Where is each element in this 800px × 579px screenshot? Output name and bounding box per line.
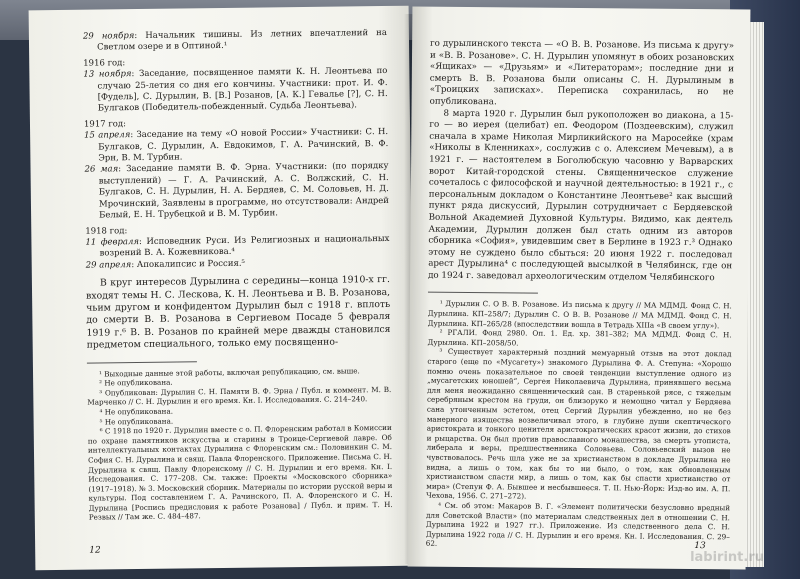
right-paragraph-continuation: го дурылинского текста — «О В. В. Розанове. Из письма к другу» и «В. В. Розанове». С. Н. Дурылин упомянут в обоих розановских «Ящиках» — «Друзьям» и «Литераторам»; последние дни и смерть В. В. Розанова были описаны С. Н. Дурылиным в «Троицких записках». Переписка сохранилась, но не опубликована. [429, 38, 735, 108]
watermark: labirint.ru [690, 550, 764, 565]
footnote: ⁶ С 1918 по 1920 г. Дурылин вместе с о. П. Флоренским работал в Комиссии по охране памятников искусства и старины в Троице-Сергиевой лавре. Об интеллектуальных контактах Дурылина с Флоренским см.: Половинкин С. М. София С. Н. Дурылина и свящ. Павла Флоренского. Приложение. Письма С. Н. Дурылина к свящ. Павлу Флоренскому // С. Н. Дурылин и его время. Кн. I. Исследования. С. 177–208. См. также: Проекты «Московского сборника» (1917–1918). № 3. Московский сборник. Материалы по истории русской веры и культуры. Под составлением Г. А. Рачинского, П. А. Флоренского и С. Н. Дурылина [Роспись предисловия к работе Розанова] / Публ. и прим. Т. Н. Резвых // Там же. С. 484–487. [87, 423, 393, 523]
footnote: ³ Существует характерный поздний мемуарный отзыв на этот доклад старого (еще по «Мусагету») знакомого Дурылина Ф. А. Степуна: «Хорошо помню очень показательное по своей тенденции выступление одного из „мусагетских юношей“, Сергея Николаевича Дурылина, принявшего весьма для меня неожиданно священнический сан. В старенькой рясе, с тяжелым серебряным крестом на груди, он близоруко и немощно читал у Бердяева сана утонченным эстетом, отец Сергий Дурылин убежденно, но не без манерного изящества возвеличивал этого, в глубине души скептического аристократа и тонкого ценителя аристократических красот жизни, до стихов и рыцарства. Он был против православного монашества, за смерть утописта, либерала и веры, предшественника Соловьева. Соловьевский вызов не чувствовалось. Речь шла уже не за христианством в докладе Дурылина не видна, а лишь о том, как бы то ни было, о том, как обновленным христианством спасти мир, а лишь о том, как бы спасти христианство от мира» (Степун Ф. А. Бывшее и несбывшееся. Т. II. Нью-Йорк: Изд-во им. А. П. Чехова, 1956. С. 271–272). [426, 347, 732, 501]
right-page-main-text [428, 39, 734, 285]
footnote: ¹ Дурылин С. О В. В. Розанове. Из письма к другу // МА МДМД. Фонд С. Н. Дурылина. КП–258/7; Дурылин С. О В. В. Розанове // МА МДМД. Фонд С. Н. Дурылина. КП–265/28 (впоследствии вошла в Тетрадь XIIIa «В своем углу»). [427, 299, 732, 330]
left-page-entries [83, 28, 390, 272]
footnote: ² РГАЛИ. Фонд 2980. Оп. 1. Ед. хр. 381–382; МА МДМД. Фонд С. Н. Дурылина. КП–2058/50. [427, 328, 732, 348]
footnote-rule [428, 292, 538, 294]
year-label-1918: 1918 год: [85, 225, 128, 237]
right-page [408, 7, 751, 570]
left-body-paragraph: В круг интересов Дурылина с середины—конца 1910-х гг. входят темы Н. С. Лескова, К. Н. Леонтьева и В. В. Розанова, чьим другом и конфидентом Дурылин был с 1918 г. вплоть до смерти В. В. Розанова в Сергиевом Посаде 5 февраля 1919 г.⁶ В. В. Розанов по крайней мере дважды становился предметом специального, только ему посвященно- [86, 274, 391, 351]
left-footnotes [87, 366, 393, 523]
footnote: ⁴ Не опубликована. [99, 406, 174, 417]
year-label-1916: 1916 год: [83, 57, 126, 69]
entry-1915-nov-29: 29 ноября: Начальник тишины. Из летних впечатлений на Светлом озере и в Оптиной.¹ [82, 27, 387, 53]
right-footnotes [426, 299, 732, 551]
right-paragraph-ordination: 8 марта 1920 г. Дурылин был рукоположен во диакона, а 15-го — во иерея (целибат) еп. Феодором (Поздеевским), служил сначала в храме Николая Мирликийского на Маросейке (храм «Николы в Кленниках», сослужив с о. Алексием Мечевым), а в 1921 г. — настоятелем в Боголюбскую часовню у Варварских ворот Китай-городской стены. Священническое служение сочеталось с философской и научной деятельностью: в 1921 г., с персональным докладом о Константине Леонтьеве² как высший пункт ряда дискуссий, Дурылин сотрудничает с Бердяевской Вольной Академией Духовной Культуры. Видимо, как деятель Академии, Дурылин должен был стать одним из авторов сборника «София», увидевшим свет в Берлине в 1923 г.³ Однако этому не суждено было сбыться: 20 июня 1922 г. последовал арест Дурылина⁴ с последующей высылкой в Челябинск, где он до 1924 г. заведовал археологическим отделом Челябинского [428, 108, 734, 284]
footnote: ⁴ См. об этом: Макаров В. Г. «Элемент политически безусловно вредный для Советской Власти» (по материалам следственных дел в отношении С. Н. Дурылина 1922 и 1927 гг.). Приложение. Из следственного дела С. Н. Дурылина 1922 года // С. Н. Дурылин и его время. Кн. I. Исследования. С. 29–62. [425, 500, 731, 549]
entry-1917-may-26: 26 мая: Заседание памяти В. Ф. Эрна. Участники: (по порядку выступлений) — Г. А. Рачинский, А. С. Волжский, С. Н. Булгаков, С. Н. Дурылин, Н. А. Бердяев, С. М. Соловьев, Н. Д. Мрочинский, Заявлены в программе, но отсутствовали: Андрей Белый, Е. Н. Трубецкой и В. М. Турбин. [84, 161, 390, 221]
page-number-right: 13 [694, 541, 706, 552]
footnote: ² Не опубликована. [99, 377, 173, 388]
entry-1918-feb-11: 11 февраля: Исповедник Руси. Из Религиозных и национальных возрений В. А. Кожевникова.⁴ [85, 233, 390, 259]
left-page [29, 6, 416, 571]
page-number-left: 12 [89, 545, 101, 556]
footnote: ³ Опубликован: Дурылин С. Н. Памяти В. Ф. Эрна / Публ. и коммент. М. В. Марченко // С. Н. Дурылин и его время. Кн. I. Исследования. С. 214–240. [87, 384, 392, 407]
footnote: ¹ Выходные данные этой работы, включая републикацию, см. выше. [98, 365, 360, 379]
entry-1916-nov-13: 13 ноября: Заседание, посвященное памяти К. Н. Леонтьева по случаю 25-летия со дня его кончины. Участники: прот. И. Ф. [Фудель], С. Дурылин, В. [В.] Розанов, [А. К.] Гевалье [?], С. Н. Булгаков (Победитель-побежденный. Судьба Леонтьева). [83, 66, 388, 114]
entry-1917-apr-15: 15 апреля: Заседание на тему «О новой России» Участники: С. Н. Булгаков, С. Дурылин, А. Евдокимов, Г. А. Рачинский, В. Ф. Эрн, В. М. Турбин. [84, 127, 389, 164]
entry-1918-apr-29: 29 апреля: Апокалипсис и Россия.⁵ [85, 258, 245, 271]
year-label-1917: 1917 год: [83, 119, 127, 130]
footnote: ⁵ Не опубликована. [99, 416, 174, 427]
footnote-rule [87, 361, 197, 363]
